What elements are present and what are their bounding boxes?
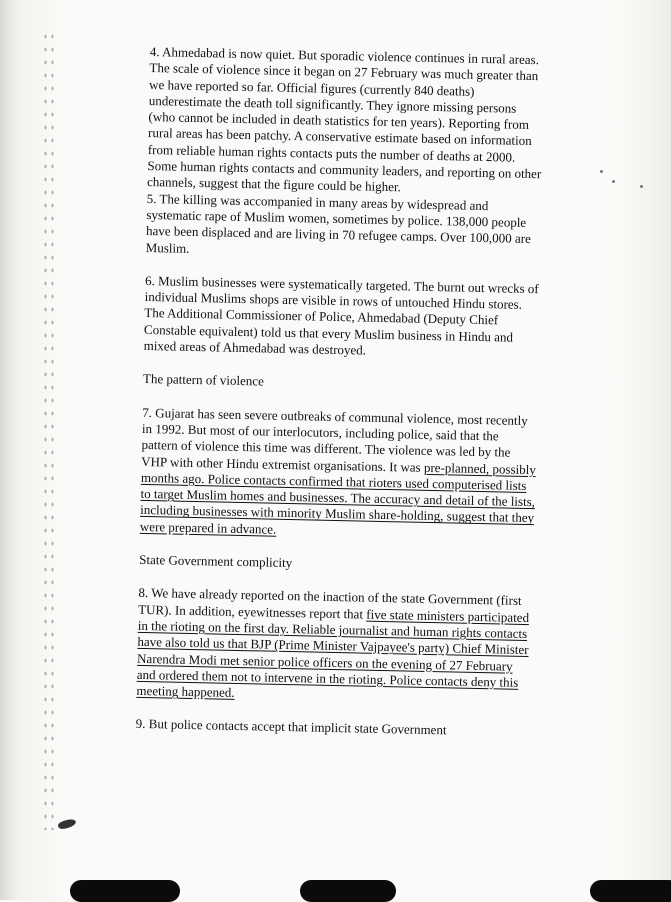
paragraph-8-text: 8. We have already reported on the inaction of the state Government (first TUR). In addition, eyewitnesses report that: [138, 585, 522, 622]
scan-binding-bar-right: [590, 880, 671, 902]
paragraph-5: 5. The killing was accompanied in many areas by widespread and systematic rape of Muslim women, sometimes by police. 138,000 people have been displaced and are living in 70 refugee camps. Over 100,000 are Muslim.: [145, 190, 531, 256]
paragraph-6: 6. Muslim businesses were systematically targeted. The burnt out wrecks of individual Muslims shops are visible in rows of untouched Hindu stores. The Additional Commissioner of Police, Ahmedabad (Deputy Chief Constable equivalent) told us that every Muslim business in Hindu and mixed areas of Ahmedabad was destroyed.: [143, 272, 539, 358]
scan-edge-noise: [42, 30, 58, 830]
paragraph-9: 9. But police contacts accept that implicit state Government: [135, 716, 447, 738]
scan-ink-blot: [57, 817, 77, 830]
paragraph-8-underlined: five state ministers participated in the rioting on the first day. Reliable journalist and human rights contacts have also told us that BJP (Prime Minister Vajpayee's party) Chief Minister Narendra Modi met senior police officers on the evening of 27 February and ordered them not to intervene in the rioting. Police contacts deny this meeting happened.: [136, 606, 530, 701]
paragraph-8: [136, 585, 533, 707]
section-heading-complicity: State Government complicity: [139, 551, 293, 571]
scan-speck: [612, 180, 615, 183]
scan-binding-bar-left: [70, 880, 180, 902]
paragraph-7: [140, 405, 538, 544]
paragraph-4: 4. Ahmedabad is now quiet. But sporadic violence continues in rural areas. The scale of violence since it began on 27 February was much greater than we have reported so far. Official figures (currently 840 deaths) underestimate the death toll significantly. They ignore missing persons (who cannot be included in death statistics for ten years). Reporting from rural areas has been patchy. A conservative estimate based on information from reliable human rights contacts puts the number of deaths at 2000. Some human rights contacts and community leaders, and reporting on other channels, suggest that the figure could be higher.: [146, 44, 542, 195]
paragraph-7-underlined: pre-planned, possibly months ago. Police contacts confirmed that rioters used computerised lists to target Muslim homes and businesses. The accuracy and detail of the lists, including businesses with minority Muslim share-holding, suggest that they were prepared in advance.: [139, 459, 536, 537]
document-body: [136, 44, 545, 741]
section-heading-pattern: The pattern of violence: [142, 371, 265, 389]
scan-speck: [600, 170, 603, 173]
scan-binding-bar-center: [300, 880, 396, 902]
scan-speck: [640, 185, 643, 188]
paragraph-7-text: 7. Gujarat has seen severe outbreaks of communal violence, most recently in 1992. But most of our interlocutors, including police, said that the pattern of violence this time was different. The violence was led by the VHP with other Hindu extremist organisations. It was: [141, 404, 528, 475]
